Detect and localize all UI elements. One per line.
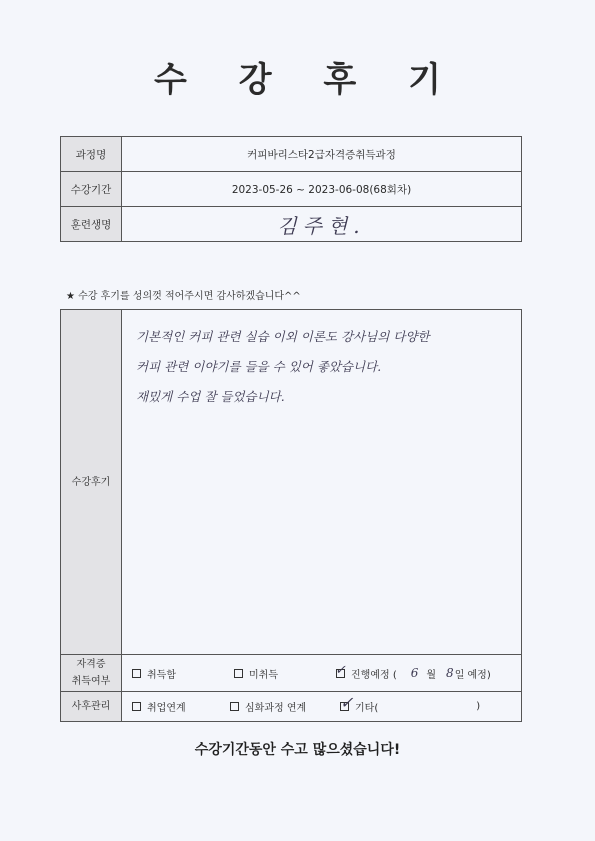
aftercare-label: 사후관리: [61, 692, 122, 722]
trainee-label: 훈련생명: [61, 207, 122, 242]
review-table: [60, 309, 522, 722]
checkbox-not-acquired[interactable]: [234, 669, 243, 678]
option-scheduled[interactable]: [335, 662, 491, 681]
option-scheduled-label: 진행예정 (: [351, 669, 397, 681]
review-label: 수강후기: [61, 310, 122, 655]
certification-options: [122, 655, 522, 692]
period-value: 2023-05-26 ~ 2023-06-08(68회차): [122, 172, 522, 207]
certification-label: [61, 655, 122, 692]
aftercare-options: [122, 692, 522, 722]
certification-option-group: [122, 662, 521, 681]
course-row: [61, 137, 522, 172]
checkbox-acquired[interactable]: [132, 669, 141, 678]
check-mark-icon: ✓: [335, 662, 346, 678]
day-unit: 일 예정): [454, 669, 491, 681]
option-not-acquired[interactable]: [234, 666, 336, 681]
review-line: 재밌게 수업 잘 들었습니다.: [136, 389, 285, 404]
option-acquired-label: 취득함: [147, 669, 176, 681]
footer-message: 수강기간동안 수고 많으셨습니다!: [194, 742, 401, 758]
option-other-label: 기타(: [355, 703, 379, 714]
period-row: [61, 172, 522, 207]
option-other-close: ): [476, 701, 481, 712]
trainee-row: [61, 207, 522, 242]
period-label: 수강기간: [61, 172, 122, 207]
review-line: 기본적인 커피 관련 실습 이외 이론도 강사님의 다양한: [136, 329, 430, 344]
scheduled-month-handwritten: 6: [410, 666, 419, 680]
trainee-name-handwritten: 김주현.: [277, 213, 366, 238]
aftercare-option-group: [122, 693, 521, 714]
option-employment[interactable]: [132, 699, 230, 714]
checkbox-other[interactable]: [340, 693, 354, 712]
course-label: 과정명: [61, 137, 122, 172]
course-info-table: [60, 136, 522, 242]
review-handwritten-text: [122, 310, 521, 412]
aftercare-row: [61, 692, 522, 722]
option-acquired[interactable]: [132, 666, 234, 681]
option-not-acquired-label: 미취득: [249, 669, 278, 681]
certification-label-line1: 자격증: [76, 659, 106, 670]
scheduled-day-handwritten: 8: [446, 666, 454, 680]
option-other[interactable]: [340, 693, 481, 714]
trainee-name-cell: [122, 207, 522, 242]
course-value: 커피바리스타2급자격증취득과정: [122, 137, 522, 172]
check-mark-icon: ✓: [340, 693, 354, 712]
certification-row: [61, 655, 522, 692]
checkbox-scheduled[interactable]: [335, 662, 346, 678]
request-text: ★ 수강 후기를 성의껏 적어주시면 감사하겠습니다^^: [66, 291, 301, 302]
month-unit: 월: [426, 669, 437, 681]
page-title: 수 강 후 기: [154, 60, 461, 100]
review-body: [122, 310, 522, 655]
checkbox-advanced[interactable]: [230, 702, 239, 711]
review-row: [61, 310, 522, 655]
option-employment-label: 취업연계: [147, 703, 186, 714]
option-advanced-label: 심화과정 연계: [245, 703, 307, 714]
option-advanced[interactable]: [230, 699, 340, 714]
checkbox-employment[interactable]: [132, 702, 141, 711]
review-line: 커피 관련 이야기를 들을 수 있어 좋았습니다.: [136, 359, 382, 374]
certification-label-line2: 취득여부: [71, 676, 111, 687]
